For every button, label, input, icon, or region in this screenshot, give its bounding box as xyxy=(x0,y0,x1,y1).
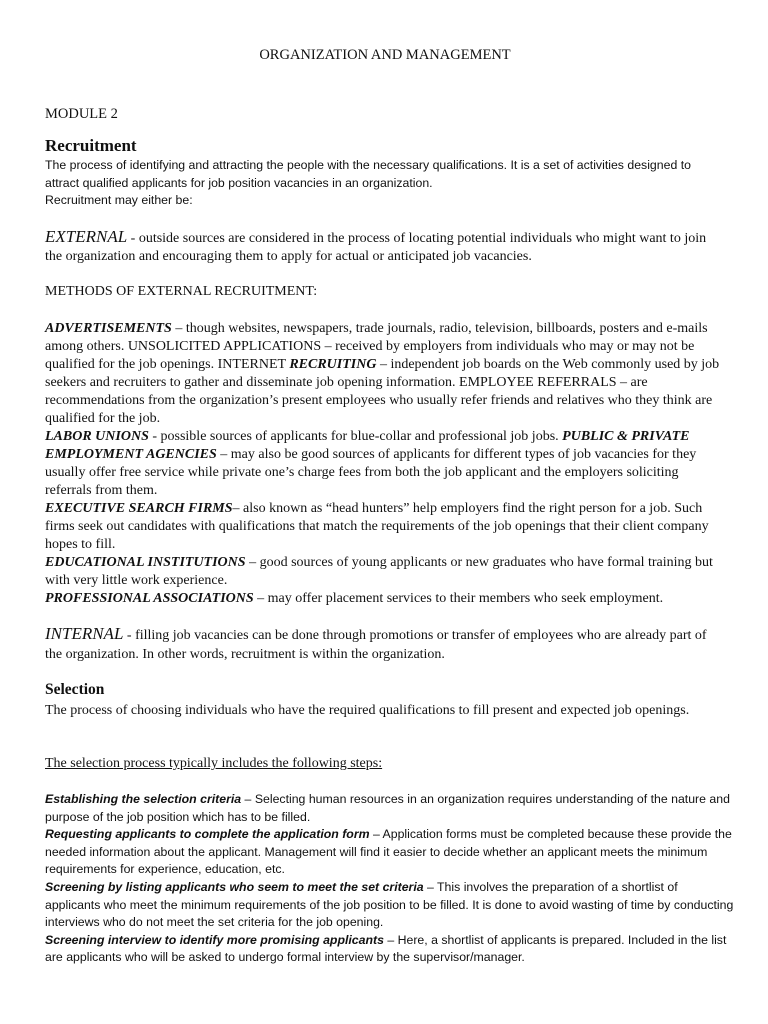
method-text: – may also be good sources of applicants for different types of job vacancies for they usually offer free service while private one’s charge fees from both the job applicant and the employers soliciting referrals from them. xyxy=(45,447,697,498)
selection-steps-list xyxy=(45,791,735,967)
method-educational xyxy=(45,554,725,590)
step-text: – This involves the preparation of a shortlist of applicants who meet the minimum requirements of the job position to be filled. It is done to avoid wasting of time by conducting interviews who do not meet the set criteria for the job opening. xyxy=(45,879,734,930)
selection-step xyxy=(45,826,735,879)
method-term: PUBLIC & PRIVATE EMPLOYMENT AGENCIES xyxy=(45,429,690,462)
step-term: Screening interview to identify more promising applicants xyxy=(45,932,384,947)
recruitment-definition-text: The process of identifying and attracting the people with the necessary qualifications. It is a set of activities designed to attract qualified applicants for job position vacancies in an organization. xyxy=(45,158,691,190)
internal-text: - filling job vacancies can be done through promotions or transfer of employees who are already part of the organization. In other words, recruitment is within the organization. xyxy=(45,628,707,662)
selection-heading: Selection xyxy=(45,681,105,698)
method-text: – may offer placement services to their members who seek employment. xyxy=(253,591,664,606)
selection-step xyxy=(45,879,735,932)
method-term: LABOR UNIONS xyxy=(45,429,149,444)
selection-definition: The process of choosing individuals who have the required qualifications to fill present and expected job openings. xyxy=(45,703,690,718)
method-term: RECRUITING xyxy=(289,357,377,372)
recruitment-heading: Recruitment xyxy=(45,136,137,155)
method-text: – though websites, newspapers, trade journals, radio, television, billboards, posters and e-mails among others. UNSOLICITED APPLICATIONS – received by employers from individuals who may or may not be qualified for the job openings. INTERNET xyxy=(45,321,708,372)
internal-paragraph xyxy=(45,624,725,664)
step-term: Establishing the selection criteria xyxy=(45,792,242,806)
external-term: EXTERNAL xyxy=(45,227,128,246)
selection-step xyxy=(45,791,735,826)
recruitment-definition xyxy=(45,157,725,210)
module-label: MODULE 2 xyxy=(45,106,118,122)
external-text: - outside sources are considered in the process of locating potential individuals who might want to join the organization and encouraging them to apply for actual or anticipated job vacancies. xyxy=(45,231,707,264)
method-text: - possible sources of applicants for blue-collar and professional job jobs. xyxy=(148,429,563,444)
methods-list xyxy=(45,320,725,608)
method-term: ADVERTISEMENTS xyxy=(45,321,172,336)
method-text: – also known as “head hunters” help employers find the right person for a job. Such firms seek out candidates with qualifications that match the requirements of the job openings that their client company hopes to fill. xyxy=(45,501,709,552)
method-professional xyxy=(45,590,725,608)
step-term: Screening by listing applicants who seem to meet the set criteria xyxy=(45,879,424,894)
method-advertisements xyxy=(45,320,725,428)
step-term: Requesting applicants to complete the application form xyxy=(45,827,370,842)
method-labor-unions xyxy=(45,428,725,500)
method-term: EXECUTIVE SEARCH FIRMS xyxy=(45,501,233,516)
external-paragraph xyxy=(45,228,725,266)
internal-term: INTERNAL xyxy=(45,624,124,643)
method-executive-search xyxy=(45,500,725,554)
methods-heading: METHODS OF EXTERNAL RECRUITMENT: xyxy=(45,284,318,299)
recruitment-either-text: Recruitment may either be: xyxy=(45,193,193,207)
selection-step xyxy=(45,932,735,967)
step-text: – Application forms must be completed because these provide the needed information about the applicant. Management will find it easier to decide whether an applicant meets the minimum requirements for experience, education, etc. xyxy=(45,827,732,877)
selection-steps-heading: The selection process typically includes the following steps: xyxy=(45,756,383,771)
step-text: – Selecting human resources in an organization requires understanding of the nature and purpose of the job position which has to be filled. xyxy=(45,792,730,824)
method-term: EDUCATIONAL INSTITUTIONS xyxy=(45,555,246,570)
method-text: – independent job boards on the Web commonly used by job seekers and recruiters to gather and disseminate job opening information. EMPLOYEE REFERRALS – are recommendations from the organization’s present employees who usually refer friends and relatives who they think are qualified for the job. xyxy=(45,357,720,426)
method-text: – good sources of young applicants or new graduates who have formal training but with very little work experience. xyxy=(45,555,713,588)
method-term: PROFESSIONAL ASSOCIATIONS xyxy=(45,591,254,606)
document-title: ORGANIZATION AND MANAGEMENT xyxy=(259,47,511,63)
step-text: – Here, a shortlist of applicants is prepared. Included in the list are applicants who will be asked to undergo formal interview by the supervisor/manager. xyxy=(45,932,727,965)
